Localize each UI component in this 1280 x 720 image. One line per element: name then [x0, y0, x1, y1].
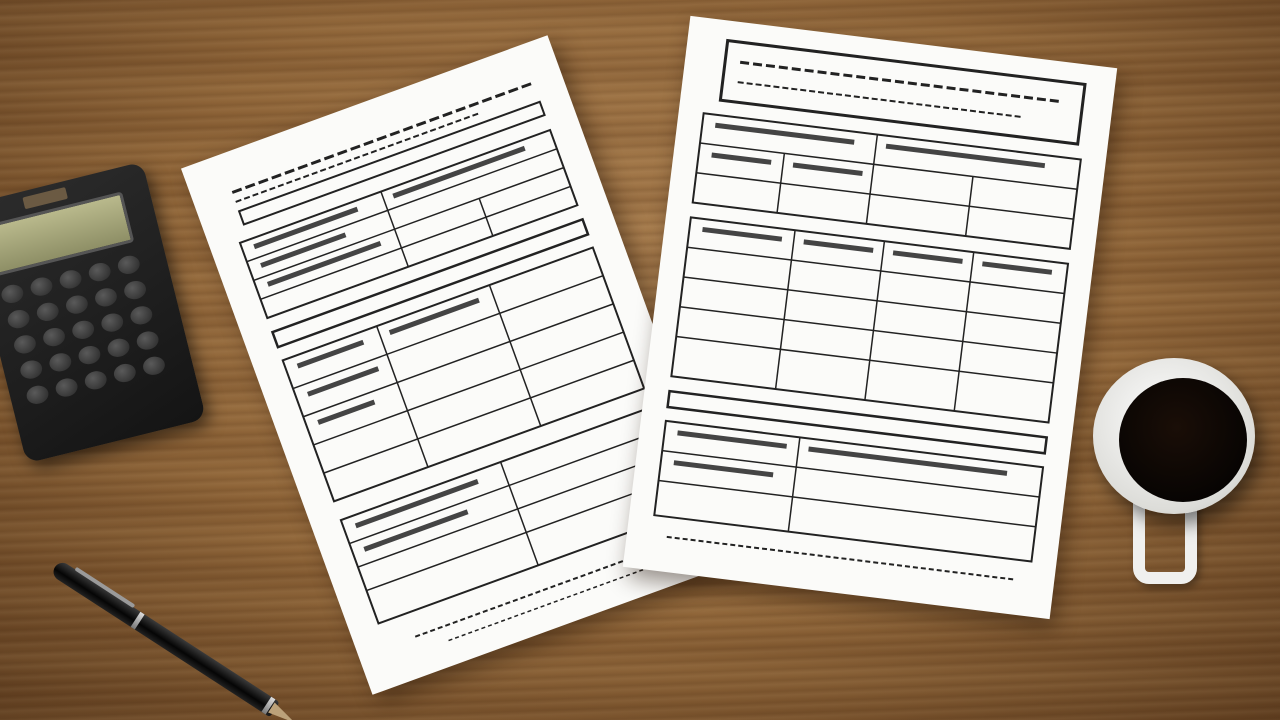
calculator-key: [116, 253, 142, 276]
calculator-key: [87, 261, 113, 284]
calculator-key: [99, 311, 125, 334]
black-coffee: [1119, 378, 1247, 502]
coffee-mug: [1085, 350, 1275, 580]
calculator-key: [0, 283, 25, 306]
calculator-key: [12, 333, 38, 356]
calculator-key: [122, 279, 148, 302]
tax-form-sheet-right: [623, 16, 1117, 619]
calculator-key: [135, 329, 161, 352]
calculator-key: [70, 318, 96, 341]
calculator-key: [129, 304, 155, 327]
calculator-key: [58, 268, 84, 291]
calculator-key: [106, 336, 132, 359]
calculator-key: [35, 300, 61, 323]
calculator-key: [47, 351, 73, 374]
calculator-key: [41, 326, 67, 349]
calculator-key: [18, 358, 44, 381]
calculator-key: [64, 293, 90, 316]
calculator-key: [29, 275, 55, 298]
calculator-key: [93, 286, 119, 309]
calculator-key: [77, 344, 103, 367]
calculator-key: [6, 308, 32, 331]
form-lines-right: [623, 16, 1117, 619]
mug-cup: [1093, 358, 1255, 514]
